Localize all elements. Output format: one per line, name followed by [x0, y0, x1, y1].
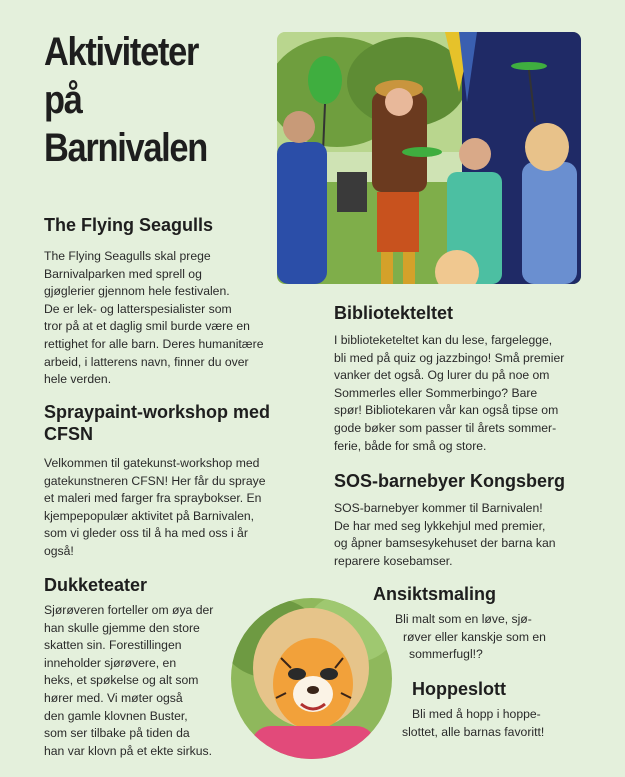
section-heading [44, 401, 270, 445]
body-line: Bli med å hopp i hoppe- [412, 707, 541, 721]
section-heading [373, 583, 496, 605]
body-line: rettighet for alle barn. Deres humanitære [44, 336, 264, 351]
section-body [334, 332, 564, 455]
section-heading-line: SOS-barnebyer Kongsberg [334, 471, 566, 491]
body-line: bli med på quiz og jazzbingo! Små premier [334, 350, 565, 365]
body-line: tror på at et daglig smil burde være en [44, 319, 250, 334]
body-line: reparere kosebamser. [334, 553, 453, 568]
body-line: SOS-barnebyer kommer til Barnivalen! [334, 501, 543, 515]
body-line: De er lek- og latterspesialister som [44, 301, 232, 316]
body-line: han var klovn på et ekte sirkus. [44, 743, 213, 758]
section-heading [44, 214, 263, 236]
body-line: heks, et spøkelse og alt som [44, 673, 199, 688]
juggler-photo [277, 32, 581, 284]
section-body [334, 500, 565, 570]
body-line: gode bøker som passer til årets sommer- [334, 420, 557, 435]
section-body [402, 706, 544, 741]
section-hoppeslott [412, 678, 506, 700]
section-heading-line: Spraypaint-workshop med [44, 402, 271, 422]
body-line: gjøglerier gjennom hele festivalen. [44, 284, 230, 299]
body-line: den gamle klovnen Buster, [44, 708, 188, 723]
section-heading [334, 470, 565, 492]
section-body [395, 611, 546, 664]
body-line: kjempepopulær aktivitet på Barnivalen, [44, 508, 255, 523]
section-flying-seagulls [44, 214, 263, 389]
section-bibliotekteltet [334, 302, 564, 455]
section-sos-barnebyer [334, 470, 565, 570]
body-line: ferie, både for små og store. [334, 438, 487, 453]
body-line: arbeid, i latterens navn, finner du over [44, 354, 249, 369]
section-heading-line: The Flying Seagulls [44, 215, 214, 235]
page-title-line: Barnivalen [44, 126, 207, 170]
body-line: også! [44, 543, 74, 558]
section-heading-line: CFSN [44, 424, 93, 444]
section-heading-line: Ansiktsmaling [373, 584, 497, 604]
section-heading-line: Bibliotekteltet [334, 303, 454, 323]
body-line: I biblioteketeltet kan du lese, fargelegge, [334, 333, 553, 347]
face-paint-photo [231, 598, 392, 759]
section-dukketeater [44, 574, 213, 760]
body-line: inneholder sjørøvere, en [44, 655, 177, 670]
body-line: røver eller kanskje som en [403, 629, 546, 644]
body-line: Sjørøveren forteller om øya der [44, 603, 214, 617]
body-line: hele verden. [44, 372, 112, 387]
section-heading [334, 302, 564, 324]
section-body [44, 455, 270, 561]
body-line: Sommerles eller Sommerbingo? Bare [334, 385, 538, 400]
page-title [44, 28, 242, 172]
section-body [44, 602, 213, 760]
section-heading [412, 678, 506, 700]
body-line: et maleri med farger fra spraybokser. En [44, 491, 262, 506]
section-heading-line: Hoppeslott [412, 679, 506, 699]
body-line: sommerfugl!? [409, 647, 483, 662]
body-line: Velkommen til gatekunst-workshop med [44, 456, 260, 470]
section-heading-line: Dukketeater [44, 575, 148, 595]
section-spraypaint [44, 401, 270, 561]
body-line: vanker det også. Og lurer du på noe om [334, 368, 550, 383]
body-line: The Flying Seagulls skal prege [44, 249, 211, 263]
body-line: som vi gleder oss til å ha med oss i år [44, 526, 248, 541]
section-heading [44, 574, 213, 596]
body-line: slottet, alle barnas favoritt! [402, 724, 545, 739]
body-line: og åpner bamsesykehuset der barna kan [334, 536, 556, 551]
body-line: han skulle gjemme den store [44, 620, 200, 635]
body-line: De har med seg lykkehjul med premier, [334, 518, 546, 533]
page-title-line: Aktiviteter på [44, 30, 199, 122]
body-line: skatten sin. Forestillingen [44, 638, 182, 653]
body-line: hører med. Vi møter også [44, 690, 183, 705]
body-line: som ser tilbake på tiden da [44, 726, 190, 741]
body-line: Bli malt som en løve, sjø- [395, 612, 532, 626]
body-line: Barnivalparken med sprell og [44, 266, 202, 281]
section-body [44, 248, 263, 389]
body-line: spør! Bibliotekaren vår kan også tipse om [334, 403, 559, 418]
section-ansiktsmaling [373, 583, 496, 605]
body-line: gatekunstneren CFSN! Her får du sprayе [44, 473, 266, 488]
